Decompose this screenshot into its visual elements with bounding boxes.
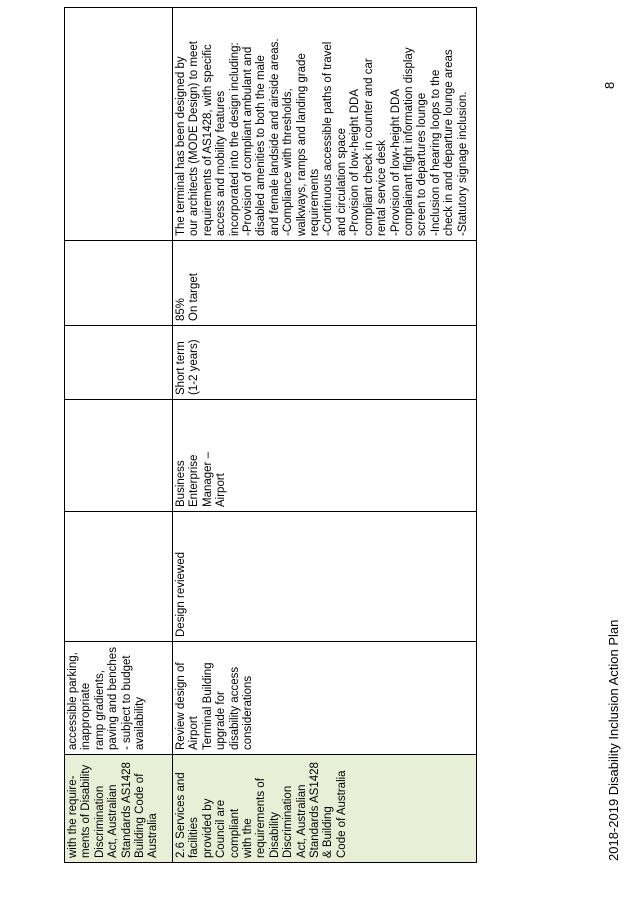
responsibility-cell [65, 400, 173, 512]
table-row [65, 8, 173, 863]
cell-text-line: our architects (MODE Design) to meet [188, 41, 201, 236]
cell-text-line: paving and benches [107, 647, 120, 750]
cell-text-line: compliant [228, 808, 241, 858]
cell-text-line: (1-2 years) [188, 339, 201, 395]
timeframe-cell [173, 326, 477, 400]
cell-text-line: Business [175, 460, 187, 507]
cell-text-line: Discrimination [282, 785, 295, 858]
objective-cell [173, 755, 477, 863]
status-cell [173, 241, 477, 326]
cell-text-line: & Building [322, 806, 335, 858]
action-cell [65, 642, 173, 755]
cell-text-line: disability access [228, 666, 241, 750]
page-number: 8 [602, 81, 617, 89]
cell-text-line: Terminal Building [201, 662, 214, 750]
cell-text-line: -Continuous accessible paths of travel [322, 41, 335, 236]
cell-text-line: screen to departures lounge [416, 92, 429, 236]
responsibility-cell [173, 400, 477, 512]
cell-text-line: Review design of [175, 662, 187, 750]
comments-cell [65, 8, 173, 241]
cell-text-line: The terminal has been designed by [175, 56, 187, 236]
cell-text-line: upgrade for [215, 691, 228, 750]
cell-text-line: Standards AS1428 [309, 762, 322, 858]
cell-text-line: compliant check in counter and car [362, 58, 375, 236]
cell-text-line: provided by [201, 798, 214, 858]
cell-text-line: Enterprise [188, 454, 201, 507]
cell-text-line: Manager – [201, 452, 214, 507]
cell-text-line: -Compliance with thresholds, [282, 88, 295, 236]
cell-text-line: and female landside and airside areas. [268, 38, 281, 236]
cell-text-line: rental service desk [376, 140, 389, 236]
cell-text-line: Australia [147, 813, 160, 858]
cell-text-line: Airport [215, 473, 228, 507]
cell-text-line: Act, Australian [107, 784, 120, 858]
table-row [173, 8, 477, 863]
cell-text-line: -Provision of low-height DDA [349, 88, 362, 236]
cell-text-line: requirements of AS1428, with specific [201, 44, 214, 236]
action-plan-table [64, 7, 477, 863]
cell-text-line: Code of Australia [335, 770, 348, 858]
cell-text-line: Design reviewed [175, 551, 187, 637]
cell-text-line: incorporated into the design including: [228, 42, 241, 236]
status-cell [65, 241, 173, 326]
comments-cell [173, 8, 477, 241]
cell-text-line: ramp gradients, [93, 670, 106, 750]
cell-text-line: -Statutory signage inclusion. [456, 91, 469, 236]
action-cell [173, 642, 477, 755]
cell-text-line: -Inclusion of hearing loops to the [429, 69, 442, 236]
cell-text-line: inappropriate [80, 682, 93, 750]
cell-text-line: facilities [188, 817, 201, 858]
cell-text-line: Airport [188, 716, 201, 750]
cell-text-line: disabled amenities to both the male [255, 55, 268, 236]
timeframe-cell [65, 326, 173, 400]
cell-text-line: -Provision of low-height DDA [389, 88, 402, 236]
cell-text-line: access and mobility features [215, 90, 228, 236]
cell-text-line: availability [134, 696, 147, 750]
cell-text-line: check in and departure lounge areas [443, 49, 456, 236]
cell-text-line: Discrimination [93, 785, 106, 858]
cell-text-line: 2.6 Services and [175, 772, 187, 858]
objective-cell [65, 755, 173, 863]
measure-cell [173, 512, 477, 642]
cell-text-line: requirements [309, 168, 322, 236]
cell-text-line: with the require- [67, 775, 79, 858]
cell-text-line: - subject to budget [120, 655, 133, 750]
cell-text-line: 85% [175, 297, 187, 321]
cell-text-line: Act, Australian [295, 784, 308, 858]
measure-cell [65, 512, 173, 642]
cell-text-line: with the [242, 818, 255, 858]
cell-text-line: Disability [268, 811, 281, 858]
cell-text-line: Standards AS1428 [120, 762, 133, 858]
cell-text-line: Short term [175, 341, 187, 395]
cell-text-line: complainant flight information display [402, 47, 415, 236]
cell-text-line: On target [188, 273, 201, 321]
cell-text-line: Council are [215, 799, 228, 858]
cell-text-line: requirements of [255, 778, 268, 858]
cell-text-line: walkways, ramps and landing grade [295, 53, 308, 236]
cell-text-line: -Provision of compliant ambulant and [242, 46, 255, 236]
cell-text-line: Building Code of [134, 773, 147, 858]
footer-title: 2018-2019 Disability Inclusion Action Plan [606, 619, 621, 861]
cell-text-line: ments of Disability [80, 764, 93, 858]
cell-text-line: and circulation space [335, 127, 348, 236]
cell-text-line: accessible parking, [67, 652, 79, 750]
cell-text-line: considerations [242, 675, 255, 750]
